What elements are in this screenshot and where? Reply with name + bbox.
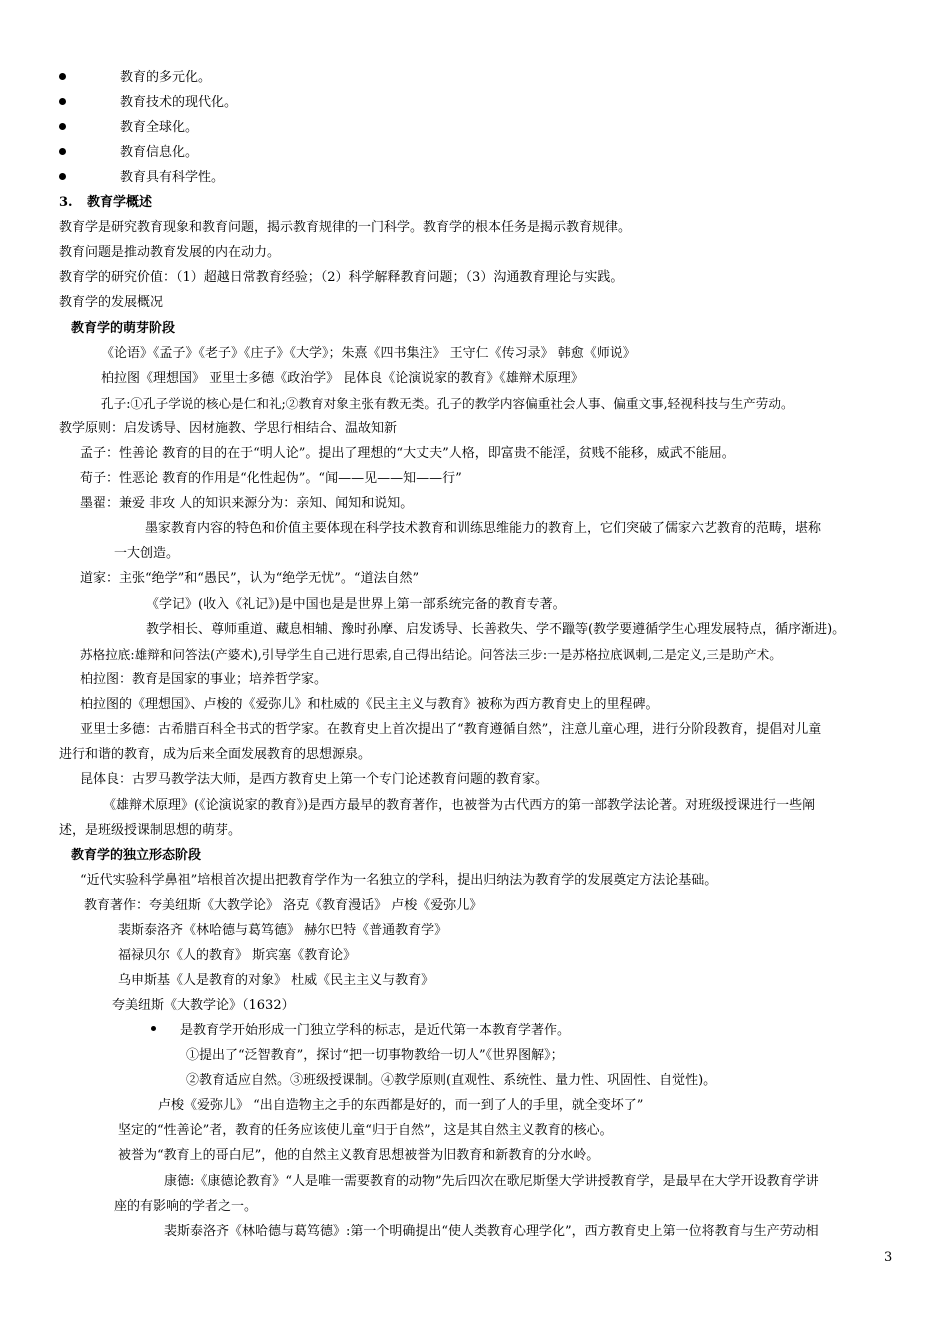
- paragraph-line: 裴斯泰洛齐《林哈德与葛笃德》:第一个明确提出“使人类教育心理学化”，西方教育史上第一位将教育与生产劳动相: [164, 1224, 819, 1239]
- paragraph-line: 坚定的“性善论”者，教育的任务应该使儿童“归于自然”，这是其自然主义教育的核心。: [118, 1123, 613, 1138]
- paragraph-line: 道家：主张“绝学”和“愚民”，认为“绝学无忧”。“道法自然”: [80, 571, 420, 586]
- paragraph-line: ②教育适应自然。③班级授课制。④教学原则(直观性、系统性、量力性、巩固性、自觉性)。: [186, 1073, 717, 1088]
- paragraph-line: 墨翟：兼爱 非攻 人的知识来源分为：亲知、闻知和说知。: [80, 496, 414, 511]
- subsection-heading: 教育学的独立形态阶段: [71, 848, 202, 863]
- bullet-dot-icon: [59, 73, 66, 80]
- paragraph-line: “近代实验科学鼻祖”培根首次提出把教育学作为一名独立的学科，提出归纳法为教育学的发展奠定方法论基础。: [80, 873, 718, 888]
- bullet-item: 教育技术的现代化。: [120, 95, 238, 110]
- paragraph-line: 孟子：性善论 教育的目的在于“明人论”。提出了理想的“大丈夫”人格，即富贵不能淫，贫贱不能移，威武不能屈。: [80, 446, 735, 461]
- bullet-dot-icon: [59, 173, 66, 180]
- paragraph-line: 教育问题是推动教育发展的内在动力。: [59, 245, 281, 260]
- paragraph-line: 夸美纽斯《大教学论》（1632）: [112, 998, 295, 1013]
- paragraph-line: 《学记》(收入《礼记》)是中国也是是世界上第一部系统完备的教育专著。: [146, 597, 566, 612]
- paragraph-line: 教学相长、尊师重道、藏息相辅、豫时孙摩、启发诱导、长善救失、学不躐等(教学要遵循学生心理发展特点，循序渐进)。: [146, 622, 846, 637]
- paragraph-line: 柏拉图的《理想国》、卢梭的《爱弥儿》和杜威的《民主主义与教育》被称为西方教育史上的里程碑。: [80, 697, 659, 712]
- paragraph-line: 教育学的发展概况: [59, 295, 164, 310]
- paragraph-line: 《雄辩术原理》(《论演说家的教育》)是西方最早的教育著作，也被誉为古代西方的第一部教学法论著。对班级授课进行一些阐: [103, 798, 816, 813]
- paragraph-line: 教育著作：夸美纽斯《大教学论》 洛克《教育漫话》 卢梭《爱弥儿》: [84, 898, 483, 913]
- paragraph-line: ①提出了“泛智教育”，探讨“把一切事物教给一切人”《世界图解》；: [186, 1048, 564, 1063]
- paragraph-line: 卢梭《爱弥儿》 “出自造物主之手的东西都是好的，而一到了人的手里，就全变坏了”: [158, 1098, 644, 1113]
- bullet-dot-icon: [59, 148, 66, 155]
- paragraph-line: 福禄贝尔《人的教育》 斯宾塞《教育论》: [118, 948, 357, 963]
- bullet-dot-icon: [59, 123, 66, 130]
- paragraph-line: 康德:《康德论教育》“人是唯一需要教育的动物”先后四次在歌尼斯堡大学讲授教育学，是最早在大学开设教育学讲: [164, 1174, 819, 1189]
- paragraph-line: 乌申斯基《人是教育的对象》 杜威《民主主义与教育》: [118, 973, 435, 988]
- paragraph-line: 教育学是研究教育现象和教育问题，揭示教育规律的一门科学。教育学的根本任务是揭示教育规律。: [59, 220, 632, 235]
- paragraph-line: 昆体良：古罗马教学法大师，是西方教育史上第一个专门论述教育问题的教育家。: [80, 772, 549, 787]
- section-title: 教育学概述: [87, 195, 153, 210]
- paragraph-line: 座的有影响的学者之一。: [114, 1199, 258, 1214]
- paragraph-line: 裴斯泰洛齐《林哈德与葛笃德》 赫尔巴特《普通教育学》: [118, 923, 448, 938]
- section-number: 3.: [59, 195, 73, 210]
- paragraph-line: 述，是班级授课制思想的萌芽。: [59, 823, 242, 838]
- bullet-item: 教育全球化。: [120, 120, 199, 135]
- paragraph-line: 教学原则：启发诱导、因材施教、学思行相结合、温故知新: [59, 421, 398, 436]
- paragraph-line: 教育学的研究价值：（1）超越日常教育经验；（2）科学解释教育问题；（3）沟通教育理论与实践。: [59, 270, 624, 285]
- paragraph-line: 荀子：性恶论 教育的作用是“化性起伪”。“闻——见——知——行”: [80, 471, 462, 486]
- paragraph-line: 亚里士多德：古希腊百科全书式的哲学家。在教育史上首次提出了“教育遵循自然”，注意儿童心理，进行分阶段教育，提倡对儿童: [80, 722, 822, 737]
- paragraph-line: 进行和谐的教育，成为后来全面发展教育的思想源泉。: [59, 747, 372, 762]
- paragraph-line: 一大创造。: [114, 546, 180, 561]
- bullet-item: 教育具有科学性。: [120, 170, 225, 185]
- paragraph-line: 被誉为“教育上的哥白尼”，他的自然主义教育思想被誉为旧教育和新教育的分水岭。: [118, 1148, 600, 1163]
- paragraph-line: 孔子:①孔子学说的核心是仁和礼;②教育对象主张有教无类。孔子的教学内容偏重社会人事、偏重文事,轻视科技与生产劳动。: [101, 396, 794, 411]
- paragraph-line: 柏拉图：教育是国家的事业；培养哲学家。: [80, 672, 328, 687]
- bullet-dot-icon: [151, 1026, 156, 1031]
- bullet-item: 教育的多元化。: [120, 70, 212, 85]
- bullet-item: 教育信息化。: [120, 145, 199, 160]
- paragraph-line: 墨家教育内容的特色和价值主要体现在科学技术教育和训练思维能力的教育上，它们突破了儒家六艺教育的范畴，堪称: [145, 521, 822, 536]
- subsection-heading: 教育学的萌芽阶段: [71, 321, 176, 336]
- bullet-dot-icon: [59, 98, 66, 105]
- paragraph-line: 《论语》《孟子》《老子》《庄子》《大学》；朱熹《四书集注》 王守仁《传习录》 韩愈《师说》: [101, 346, 636, 361]
- paragraph-line: 是教育学开始形成一门独立学科的标志，是近代第一本教育学著作。: [180, 1023, 571, 1038]
- page-number: 3: [884, 1250, 893, 1265]
- paragraph-line: 柏拉图《理想国》 亚里士多德《政治学》 昆体良《论演说家的教育》《雄辩术原理》: [101, 371, 584, 386]
- paragraph-line: 苏格拉底:雄辩和问答法(产婆术),引导学生自己进行思索,自己得出结论。问答法三步:一是苏格拉底讽刺,二是定义,三是助产术。: [80, 647, 782, 662]
